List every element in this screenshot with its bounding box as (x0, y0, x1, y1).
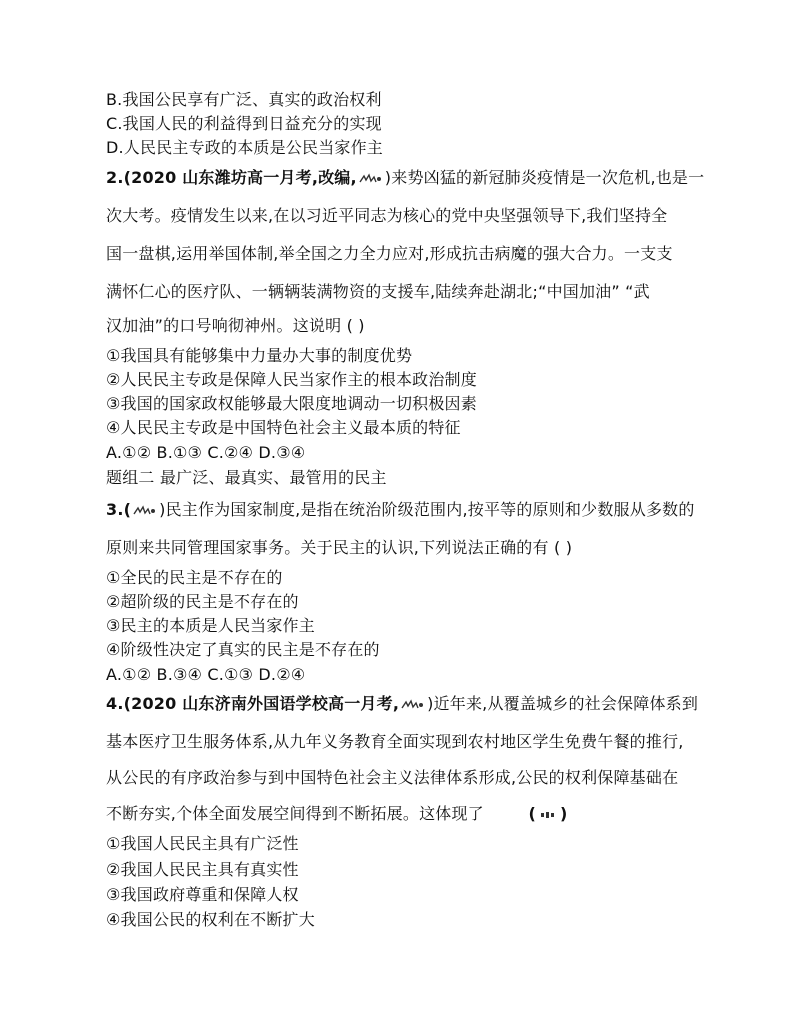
q4-answer-paren-close: ) (560, 804, 568, 823)
q3-choice-4: ④阶级性决定了真实的民主是不存在的 (106, 640, 380, 659)
q3-stem-line-2: 原则来共同管理国家事务。关于民主的认识,下列说法正确的有 ( ) (106, 538, 573, 557)
multi-choice-icon (540, 805, 556, 825)
q3-answer-options: A.①② B.③④ C.①③ D.②④ (106, 665, 306, 684)
q4-source: 4.(2020 山东济南外国语学校高一月考, (106, 694, 400, 713)
q2-answer-options: A.①② B.①③ C.②④ D.③④ (106, 443, 306, 462)
q3-stem-line-1 (106, 500, 695, 520)
group-2-title: 题组二 最广泛、最真实、最管用的民主 (106, 468, 387, 487)
q4-stem-line-4 (106, 804, 568, 825)
q2-choice-3: ③我国的国家政权能够最大限度地调动一切积极因素 (106, 394, 477, 413)
q2-stem-line-3: 国一盘棋,运用举国体制,举全国之力全力应对,形成抗击病魔的强大合力。一支支 (106, 244, 673, 263)
star-difficulty-icon (400, 699, 426, 711)
q4-choice-3: ③我国政府尊重和保障人权 (106, 885, 299, 904)
q2-stem-line-1 (106, 168, 704, 188)
q2-choice-2: ②人民民主专政是保障人民当家作主的根本政治制度 (106, 370, 477, 389)
q1-option-c: C.我国人民的利益得到日益充分的实现 (106, 114, 382, 133)
q2-stem-line-2: 次大考。疫情发生以来,在以习近平同志为核心的党中央坚强领导下,我们坚持全 (106, 206, 668, 225)
star-difficulty-icon (358, 173, 384, 185)
q2-stem-line-4: 满怀仁心的医疗队、一辆辆装满物资的支援车,陆续奔赴湖北;“中国加油” “武 (106, 282, 650, 301)
star-difficulty-icon (132, 505, 158, 517)
q3-choice-2: ②超阶级的民主是不存在的 (106, 592, 299, 611)
q2-choice-4: ④人民民主专政是中国特色社会主义最本质的特征 (106, 418, 461, 437)
q4-stem-text: )近年来,从覆盖城乡的社会保障体系到 (427, 694, 699, 713)
q4-choice-2: ②我国人民民主具有真实性 (106, 860, 299, 879)
q2-stem-text: )来势凶猛的新冠肺炎疫情是一次危机,也是一 (384, 168, 705, 187)
q3-number: 3.( (106, 500, 132, 519)
q2-source: 2.(2020 山东潍坊高一月考,改编, (106, 168, 357, 187)
q4-choice-4: ④我国公民的权利在不断扩大 (106, 910, 315, 929)
q2-choice-1: ①我国具有能够集中力量办大事的制度优势 (106, 346, 413, 365)
q3-choice-1: ①全民的民主是不存在的 (106, 568, 283, 587)
q4-answer-paren-open: ( (528, 804, 536, 823)
q1-option-d: D.人民民主专政的本质是公民当家作主 (106, 138, 384, 157)
q3-choice-3: ③民主的本质是人民当家作主 (106, 616, 315, 635)
q3-stem-text: )民主作为国家制度,是指在统治阶级范围内,按平等的原则和少数服从多数的 (159, 500, 695, 519)
q4-stem-line-1 (106, 694, 698, 714)
q1-option-b: B.我国公民享有广泛、真实的政治权利 (106, 90, 382, 109)
q4-choice-1: ①我国人民民主具有广泛性 (106, 834, 299, 853)
q4-stem-line-3: 从公民的有序政治参与到中国特色社会主义法律体系形成,公民的权利保障基础在 (106, 768, 679, 787)
q4-stem-line-2: 基本医疗卫生服务体系,从九年义务教育全面实现到农村地区学生免费午餐的推行, (106, 732, 684, 751)
q2-stem-line-5: 汉加油”的口号响彻神州。这说明 ( ) (106, 316, 365, 335)
q4-stem-text-4: 不断夯实,个体全面发展空间得到不断拓展。这体现了 (106, 804, 484, 823)
